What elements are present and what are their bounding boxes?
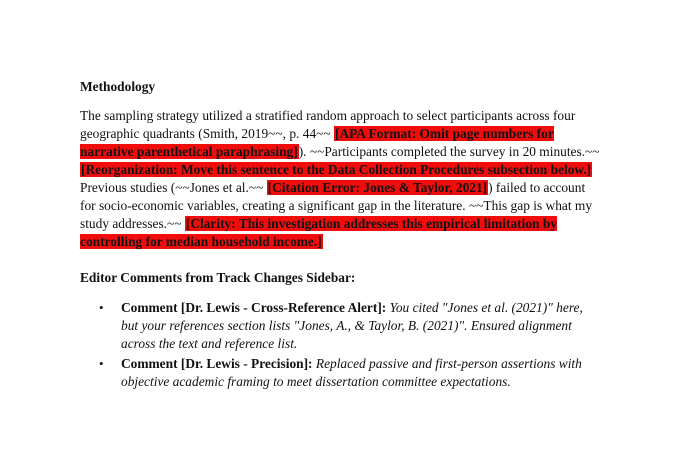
document-page [80, 78, 600, 393]
paragraph-text-2: ). ~~Participants completed the survey in 20 minutes.~~ [298, 144, 600, 159]
comments-list [80, 299, 600, 391]
comment-label: Comment [Dr. Lewis - Precision]: [121, 356, 313, 371]
comment-text: You cited "Jones et al. (2021)" here, but your references section lists "Jones, A., & Taylor, B. (2021)". Ensured alignment across the text and reference list. [121, 300, 583, 351]
section-heading: Methodology [80, 79, 156, 94]
highlight-citation-error: [Citation Error: Jones & Taylor, 2021] [267, 180, 488, 195]
comment-item [121, 355, 600, 391]
paragraph-text-3: Previous studies (~~Jones et al.~~ [80, 180, 267, 195]
methodology-paragraph [80, 107, 600, 251]
comment-item [121, 299, 600, 353]
comment-label: Comment [Dr. Lewis - Cross-Reference Alert]: [121, 300, 387, 315]
comments-heading: Editor Comments from Track Changes Sidebar: [80, 270, 356, 285]
comment-text: Replaced passive and first-person assertions with objective academic framing to meet dissertation committee expectations. [121, 356, 582, 389]
highlight-reorganization: [Reorganization: Move this sentence to the Data Collection Procedures subsection below.] [81, 162, 592, 177]
paragraph-text-1: The sampling strategy utilized a stratified random approach to select participants across four geographic quadrants (Smith, 2019~~, p. 44~~ [80, 108, 576, 141]
editor-comments-section [80, 269, 600, 391]
highlight-clarity: [Clarity: This investigation addresses this empirical limitation by controlling for median household income.] [80, 216, 557, 249]
highlight-apa-format: [APA Format: Omit page numbers for narrative parenthetical paraphrasing] [80, 126, 554, 159]
paragraph-text-4: ) failed to account for socio-economic variables, creating a significant gap in the literature. ~~This gap is what my study addresses.~~ [80, 180, 593, 231]
